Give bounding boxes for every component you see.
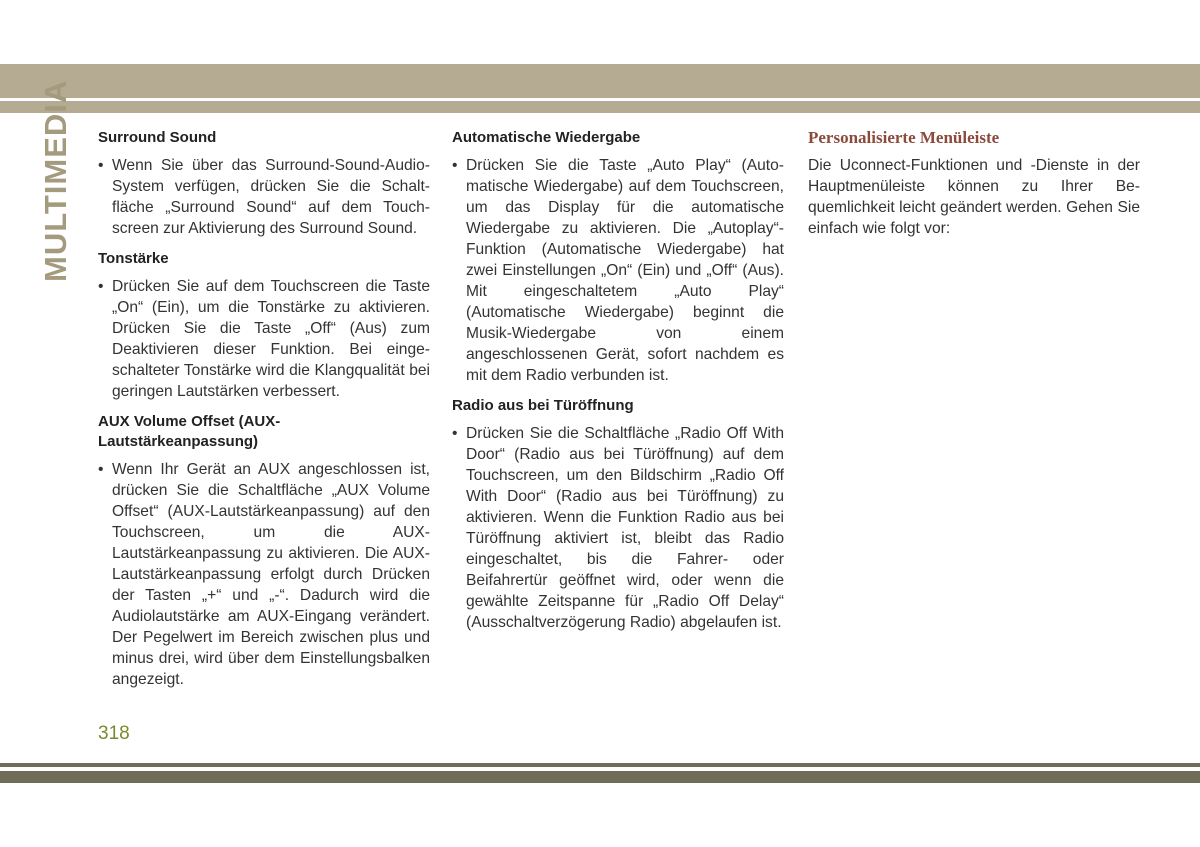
heading-personalisierte-menueleiste: Personalisierte Menüleiste: [808, 128, 1000, 147]
paragraph-menueleiste: Die Uconnect-Funktionen und -Dienste in der Hauptmenüleiste können zu Ihrer Bequemlichkeit leicht geändert werden. Gehen Sie einfach wie folgt vor:: [808, 157, 1140, 237]
footer-band: [0, 771, 1200, 783]
footer-rule: [0, 763, 1200, 767]
header-rule: [0, 101, 1200, 113]
section-radio-aus: [452, 396, 784, 633]
section-aux-volume-offset: [98, 412, 430, 690]
bullet-icon: •: [98, 278, 104, 295]
section-tonstaerke: [98, 249, 430, 402]
page-number: 318: [98, 723, 130, 744]
header-band: [0, 64, 1200, 98]
list-item: • Drücken Sie die Taste „Auto Play“ (Automatische Wiedergabe) auf dem Touchscreen, um das Display für die automatische Wiedergabe zu aktivieren. Die „Autoplay“-Funktion (Automatische Wiedergabe) hat zwei Einstellungen „On“ (Ein) und „Off“ (Aus). Mit eingeschaltetem „Auto Play“ (Automatische Wiedergabe) beginnt die Musik-Wiedergabe von einem angeschlossenen Gerät, sofort nachdem es mit dem Radio verbunden ist.: [452, 157, 784, 384]
list-item: • Drücken Sie auf dem Touchscreen die Taste „On“ (Ein), um die Tonstärke zu aktivieren. Drücken Sie die Taste „Off“ (Aus) zum Deaktivieren dieser Funktion. Bei eingeschalteter Tonstärke wird die Klangqualität bei geringen Lautstärken verbessert.: [98, 278, 430, 400]
list-item: • Wenn Ihr Gerät an AUX angeschlossen ist, drücken Sie die Schaltfläche „AUX Volume Offset“ (AUX-Lautstärkeanpassung) auf den Touchscreen, um die AUX-Lautstärkeanpassung zu aktivieren. Die AUX-Lautstärkeanpassung erfolgt durch Drücken der Tasten „+“ und „-“. Dadurch wird die Audiolautstärke am AUX-Eingang verändert. Der Pegelwert im Bereich zwischen plus und minus drei, wird über dem Einstellungsbalken angezeigt.: [98, 461, 430, 688]
heading-surround-sound: Surround Sound: [98, 129, 217, 146]
bullet-icon: •: [452, 425, 458, 442]
heading-aux-volume-offset: AUX Volume Offset (AUX-Lautstärkeanpassung): [98, 413, 281, 450]
column-2: [452, 128, 784, 643]
column-1: [98, 128, 430, 700]
column-3: [808, 128, 1140, 249]
bullet-icon: •: [98, 157, 104, 174]
section-automatische-wiedergabe: [452, 128, 784, 386]
heading-radio-aus: Radio aus bei Türöffnung: [452, 397, 634, 414]
section-surround-sound: [98, 128, 430, 239]
heading-automatische-wiedergabe: Automatische Wiedergabe: [452, 129, 641, 146]
bullet-icon: •: [98, 461, 104, 478]
heading-tonstaerke: Tonstärke: [98, 250, 169, 267]
list-item: • Drücken Sie die Schaltfläche „Radio Off With Door“ (Radio aus bei Türöffnung) auf dem Touchscreen, um den Bildschirm „Radio Off With Door“ (Radio aus bei Türöffnung) zu aktivieren. Wenn die Funktion Radio aus bei Türöffnung aktiviert ist, bleibt das Radio eingeschaltet, bis die Fahrer- oder Beifahrertür geöffnet wird, oder wenn die gewählte Zeitspanne für „Radio Off Delay“ (Ausschaltverzögerung Radio) abgelaufen ist.: [452, 425, 784, 631]
list-item: • Wenn Sie über das Surround-Sound-Audio-System verfügen, drücken Sie die Schaltfläche „Surround Sound“ auf dem Touchscreen zur Aktivierung des Surround Sound.: [98, 157, 430, 237]
section-tab-label: MULTIMEDIA: [38, 79, 73, 282]
bullet-icon: •: [452, 157, 458, 174]
